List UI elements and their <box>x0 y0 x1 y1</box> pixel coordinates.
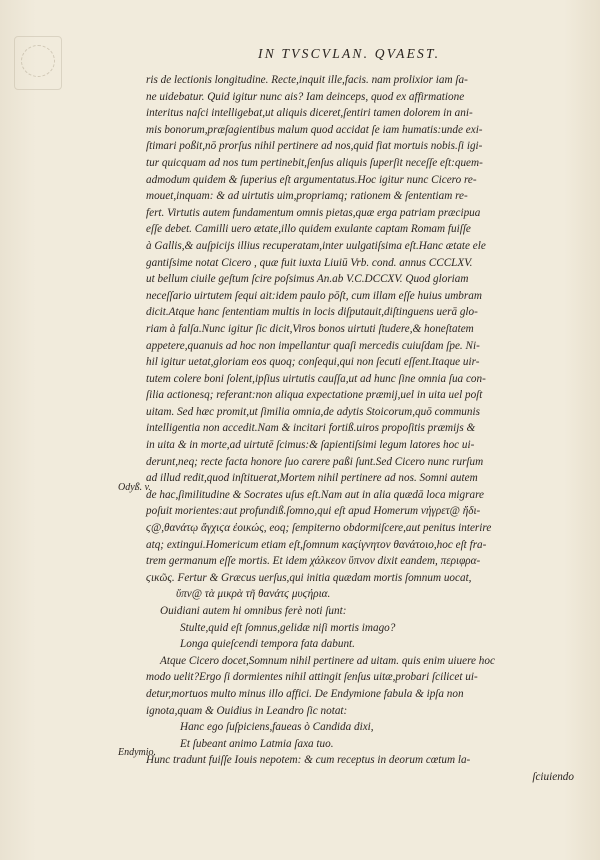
text-line: trem germanum eſſe mortis. Et idem χάλκεον ὕπνον dixit eandem, περιφρα- <box>146 555 481 568</box>
greek-verse-line: ὕπν@ τὰ μικρὰ τῆ θανάτϛ μυϛήρια. <box>176 588 331 601</box>
text-line: poſuit morientes:aut profundiß.ſomno,qui eſt apud Homerum νήγρετ@ ἥδι- <box>146 505 481 518</box>
text-line: ad illud redit,quod inſtituerat,Mortem nihil pertinere ad nos. Somni autem <box>146 472 478 485</box>
text-line: intelligentia non accedit.Nam & incitari fortiß.uiros propoſitis præmijs & <box>146 422 476 435</box>
text-line: uitam. Sed hæc promit,ut ſimilia omnia,de adytis Stoicorum,quō communis <box>146 405 480 418</box>
text-line: ϛικῶς. Fertur & Græcus uerſus,qui initia quædam mortis ſomnum uocat, <box>146 571 472 584</box>
text-line: ne uidebatur. Quid igitur nunc ais? Iam deinceps, quod ex affirmatione <box>146 90 465 103</box>
verse-line: Stulte,quid eſt ſomnus,gelidæ niſi mortis imago? <box>180 621 396 634</box>
text-line: appetere,quanuis ad hoc non impellantur quaſi mercedis cuiuſdam ſpe. Ni- <box>146 339 480 352</box>
text-line: ſilia actionesq; referant:non aliqua expectatione præmij,uel in uita uel poſt <box>146 389 483 402</box>
library-stamp <box>14 36 62 90</box>
text-line: ϛ@,θανάτῳ ἄγχιϛα ἐοικώς, eoq; ſempiterno obdormiſcere,aut penitus interire <box>146 522 492 535</box>
text-line: interitus naſci intelligebat,ut aliquis diceret,ſentiri tamen dolorem in ani- <box>146 107 473 120</box>
text-line: derunt,neq; recte facta honore ſuo carere paßi ſunt.Sed Cicero nunc rurſum <box>146 455 484 468</box>
text-line: dicit.Atque hanc ſententiam multis in locis diſputauit,diſtinguens uerā glo- <box>146 306 478 319</box>
text-line: mouet,inquam: & ad uirtutis uim,propriamq; rationem & ſententiam re- <box>146 190 468 203</box>
text-line: tutem colere boni ſolent,ipſius uirtutis cauſſa,ut ad hunc ſine omnia ſua con- <box>146 372 486 385</box>
catchword: ſciuiendo <box>532 770 574 783</box>
text-line: ſtimari poßit,nō prorſus nihil pertinere ad nos,quid fiat mortuis nobis.ſi igi- <box>146 140 483 153</box>
text-line: admodum quidem & ſuperius eſt argumentatus.Hoc igitur nunc Cicero re- <box>146 173 477 186</box>
text-line: mis bonorum,præſagientibus malum quod accidat ſe iam humatis:unde exi- <box>146 123 483 136</box>
verse-line: Et ſubeant animo Latmia ſaxa tuo. <box>180 737 334 750</box>
verse-line: Hanc ego ſuſpiciens,faueas ò Candida dixi, <box>180 721 374 734</box>
text-line: ignota,quam & Ouidius in Leandro ſic notat: <box>146 704 348 717</box>
text-line: Ouidiani autem hi omnibus ferè noti ſunt: <box>160 605 347 617</box>
text-line: detur,mortuos multo minus illo affici. De Endymione fabula & ipſa non <box>146 687 464 700</box>
text-line: atq; extingui.Homericum etiam eſt,ſomnum καϛίγνητον θανάτοιο,hoc eſt fra- <box>146 538 487 551</box>
text-line: tur quicquam ad nos tum pertinebit,ſenſus aliquis ſuperſit neceſſe eſt:quem- <box>146 156 483 169</box>
text-line: eſſe debet. Camilli uero ætate,illo quidem exulante captam Romam fuiſſe <box>146 223 471 236</box>
text-line: modo uelit?Ergo ſi dormientes nihil attingit ſenſus uitæ,probari ſcilicet ui- <box>146 671 478 684</box>
running-header: IN TVSCVLAN. QVAEST. <box>258 46 441 61</box>
text-line: hil igitur uetat,gloriam eos quoq; conſequi,qui non ſecuti eſſent.Itaque uir- <box>146 356 480 369</box>
text-line: ris de lectionis longitudine. Recte,inquit ille,facis. nam prolixior iam ſa- <box>146 74 468 86</box>
commentary-text <box>146 72 582 786</box>
margin-note-odyssey: Odyß. v. <box>118 482 151 493</box>
text-line: gantiſsime notat Cicero , quæ fuit iuxta Liuiū Vrb. cond. annus CCCLXV. <box>146 256 473 269</box>
text-line: fert. Virtutis autem fundamentum omnis pietas,quæ erga patriam præcipua <box>146 206 481 219</box>
text-line: neceſſario uirtutem ſequi ait:idem paulo pōſt, cum illam eſſe huius umbram <box>146 289 482 302</box>
text-line: à Gallis,& auſpicijs illius recuperatam,inter uulgatiſsima eſt.Hanc ætate ele <box>146 239 486 252</box>
text-line: in uita & in morte,ad uirtutē ſcimus:& ſapientiſsimi legum latores hoc ui- <box>146 439 475 452</box>
text-line: ut bellum ciuile geſtum ſcire poſsimus An.ab V.C.DCCXV. Quod gloriam <box>146 273 469 286</box>
text-line: riam à falſa.Nunc igitur ſic dicit,Viros bonos uirtuti ſtudere,& honeſtatem <box>146 322 474 335</box>
text-line: Hunc tradunt fuiſſe Iouis nepotem: & cum receptus in deorum cœtum la- <box>146 754 471 767</box>
text-line: Atque Cicero docet,Somnum nihil pertinere ad uitam. quis enim uiuere hoc <box>160 654 495 667</box>
verse-line: Longa quieſcendi tempora fata dabunt. <box>180 638 355 651</box>
text-line: de hac,ſimilitudine & Socrates uſus eſt.Nam aut in alia quædā loca migrare <box>146 488 484 501</box>
margin-note-endymion: Endymio. <box>118 747 157 758</box>
